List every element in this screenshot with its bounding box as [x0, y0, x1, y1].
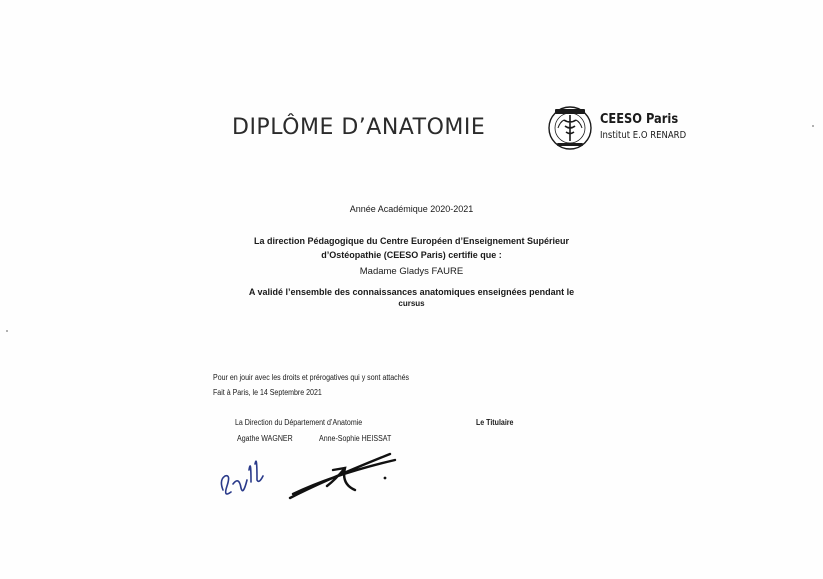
scan-edge-mark	[812, 125, 814, 127]
scan-edge-mark	[6, 330, 8, 332]
place-date: Fait à Paris, le 14 Septembre 2021	[213, 388, 322, 397]
rights-statement: Pour en jouir avec les droits et prérogatives qui y sont attachés	[213, 373, 410, 382]
logo-subtitle: Institut E.O RENARD	[600, 130, 687, 141]
signatory-2-name: Anne-Sophie HEISSAT	[319, 434, 392, 443]
validation-line-1: A validé l’ensemble des connaissances anatomiques enseignées pendant le	[248, 287, 575, 297]
signatory-1-name: Agathe WAGNER	[237, 434, 293, 443]
logo-name: CEESO Paris	[600, 112, 679, 127]
handwritten-signatures	[205, 440, 405, 515]
diploma-title: DIPLÔME D’ANATOMIE	[232, 115, 486, 140]
direction-line-1: La direction Pédagogique du Centre Européen d’Enseignement Supérieur	[253, 236, 570, 246]
direction-line-2: d’Ostéopathie (CEESO Paris) certifie que :	[321, 250, 502, 260]
academic-year: Année Académique 2020-2021	[349, 204, 474, 214]
validation-line-2: cursus	[398, 299, 425, 308]
department-heading: La Direction du Département d’Anatomie	[235, 418, 363, 427]
holder-heading: Le Titulaire	[476, 418, 514, 427]
ceeso-seal-logo	[548, 106, 592, 150]
recipient-name: Madame Gladys FAURE	[359, 266, 464, 277]
